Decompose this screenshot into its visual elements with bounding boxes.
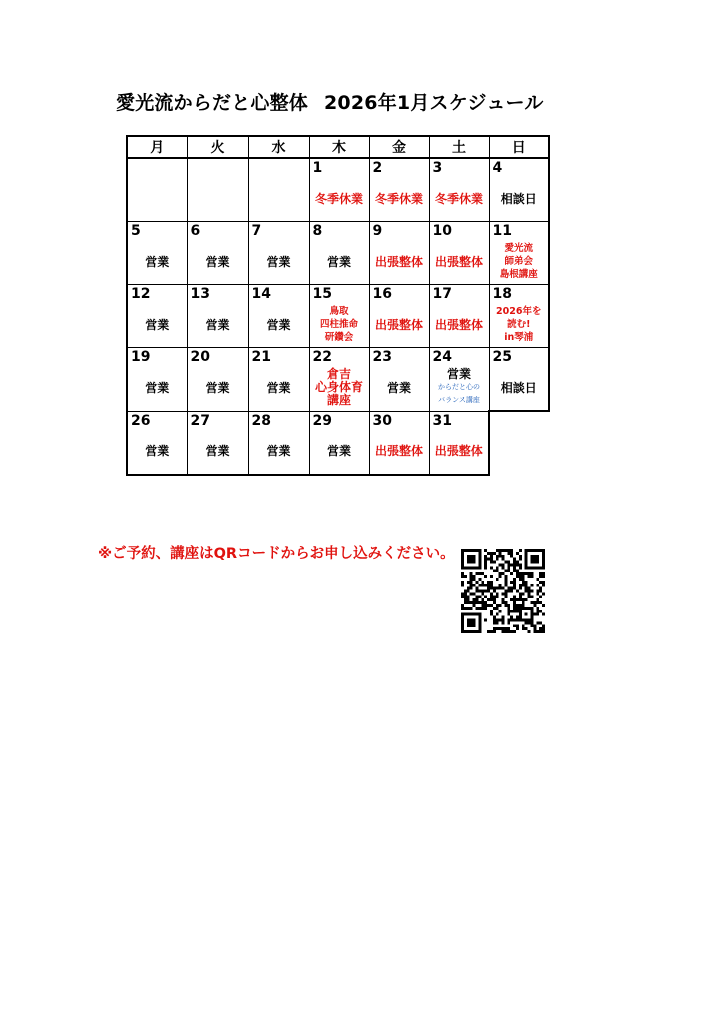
day-cell	[489, 158, 549, 222]
weekday-thu: 木	[309, 136, 369, 158]
day-number: 25	[492, 349, 512, 365]
week-row	[127, 411, 549, 475]
blank-day-cell	[187, 158, 248, 222]
day-cell	[489, 285, 549, 348]
day-cell	[127, 411, 187, 475]
day-cell	[187, 411, 248, 475]
day-number: 7	[251, 223, 262, 239]
day-cell	[187, 348, 248, 412]
day-event	[188, 303, 248, 345]
event-line: 師弟会	[504, 255, 533, 267]
event-line: 冬季休業	[434, 191, 483, 206]
day-cell	[489, 348, 549, 412]
day-cell	[248, 222, 309, 285]
event-line: 相談日	[500, 191, 537, 206]
event-line: 冬季休業	[374, 191, 423, 206]
day-event	[310, 177, 369, 219]
day-cell	[429, 411, 489, 475]
day-cell	[369, 348, 429, 412]
weekday-sat: 土	[429, 136, 489, 158]
day-event	[370, 240, 429, 282]
event-line: 営業	[386, 380, 411, 395]
event-line: 愛光流	[504, 242, 533, 254]
day-number: 17	[432, 286, 452, 302]
event-line: 相談日	[500, 380, 537, 395]
empty-cell	[489, 411, 549, 475]
weekday-sun: 日	[489, 136, 549, 158]
event-line: 出張整体	[434, 317, 483, 332]
event-line: 心身体育	[314, 379, 363, 394]
day-event	[370, 366, 429, 409]
day-event	[128, 240, 187, 282]
day-event	[188, 240, 248, 282]
day-number: 13	[190, 286, 210, 302]
day-number: 16	[372, 286, 392, 302]
page-title	[116, 88, 636, 115]
reservation-notice: ※ご予約、講座はQRコードからお申し込みください。	[98, 546, 455, 562]
day-event	[370, 303, 429, 345]
day-number: 21	[251, 349, 271, 365]
event-line: 営業	[145, 444, 170, 458]
day-event	[430, 177, 489, 219]
day-number: 1	[312, 160, 323, 176]
day-event	[310, 240, 369, 282]
day-event	[370, 177, 429, 219]
day-event	[310, 430, 369, 472]
day-event	[188, 366, 248, 409]
day-event	[310, 303, 369, 345]
day-cell	[309, 411, 369, 475]
day-number: 12	[131, 286, 151, 302]
event-line: 営業	[326, 444, 351, 458]
event-line: 営業	[205, 444, 230, 458]
day-event	[249, 430, 309, 472]
event-line: 営業	[145, 317, 170, 332]
day-number: 5	[131, 223, 141, 239]
event-line: 2026年を	[496, 305, 542, 317]
title-sub: 2026年1月スケジュール	[324, 92, 544, 114]
event-line: 営業	[266, 444, 291, 458]
day-event	[490, 240, 549, 282]
day-cell	[127, 285, 187, 348]
event-line: 読む!	[507, 318, 531, 330]
day-number: 11	[492, 223, 512, 239]
day-number: 27	[190, 412, 210, 429]
day-number: 15	[312, 286, 332, 302]
day-number: 19	[131, 349, 151, 365]
event-line: 営業	[205, 317, 230, 332]
event-line: 鳥取	[329, 305, 349, 317]
day-cell	[429, 222, 489, 285]
day-cell	[248, 348, 309, 412]
day-event	[490, 303, 549, 345]
calendar-table	[126, 135, 550, 476]
day-event	[490, 366, 549, 408]
day-event	[430, 303, 489, 345]
day-number: 26	[131, 412, 151, 429]
day-number: 4	[492, 160, 503, 176]
day-cell	[187, 285, 248, 348]
event-line: 営業	[205, 254, 230, 269]
day-cell	[248, 411, 309, 475]
event-line: 営業	[205, 380, 230, 395]
event-line: 営業	[266, 380, 291, 395]
day-number: 18	[492, 286, 512, 302]
day-number: 6	[190, 223, 201, 239]
day-number: 10	[432, 223, 452, 239]
week-row	[127, 348, 549, 412]
weekday-tue: 火	[187, 136, 248, 158]
day-cell	[309, 348, 369, 412]
day-event	[249, 240, 309, 282]
week-row	[127, 222, 549, 285]
event-line: 出張整体	[374, 254, 423, 269]
day-cell	[429, 158, 489, 222]
weekday-mon: 月	[127, 136, 187, 158]
week-row	[127, 285, 549, 348]
day-cell	[309, 158, 369, 222]
event-line: 出張整体	[374, 317, 423, 332]
day-number: 14	[251, 286, 271, 302]
event-line: 営業	[145, 254, 170, 269]
day-number: 22	[312, 349, 332, 365]
event-line: 講座	[326, 392, 351, 407]
day-number: 2	[372, 160, 383, 176]
day-cell	[489, 222, 549, 285]
weekday-wed: 水	[248, 136, 309, 158]
event-line: 営業	[266, 254, 291, 269]
day-event	[310, 366, 369, 409]
day-number: 24	[432, 349, 452, 365]
blank-day-cell	[248, 158, 309, 222]
day-event	[370, 430, 429, 472]
day-cell	[127, 222, 187, 285]
day-number: 31	[432, 412, 452, 429]
event-line: バランス講座	[438, 395, 480, 404]
event-line: 出張整体	[434, 254, 483, 269]
event-line: in琴浦	[504, 331, 534, 343]
day-number: 30	[372, 412, 392, 429]
day-number: 29	[312, 412, 332, 429]
day-cell	[369, 222, 429, 285]
event-line: からだと心の	[438, 382, 480, 391]
event-line: 冬季休業	[314, 191, 363, 206]
day-event	[490, 177, 549, 219]
day-cell	[429, 285, 489, 348]
event-line: 四柱推命	[319, 318, 358, 330]
week-row	[127, 158, 549, 222]
event-line: 営業	[266, 317, 291, 332]
title-main: 愛光流からだと心整体	[116, 92, 309, 114]
day-event	[430, 240, 489, 282]
day-number: 20	[190, 349, 210, 365]
event-line: 出張整体	[374, 444, 423, 458]
event-line: 島根講座	[499, 268, 538, 280]
day-event	[249, 303, 309, 345]
weekday-header-row	[127, 136, 549, 158]
day-cell	[187, 222, 248, 285]
day-number: 3	[432, 160, 443, 176]
day-event	[249, 366, 309, 409]
day-number: 23	[372, 349, 392, 365]
day-cell	[369, 285, 429, 348]
day-number: 28	[251, 412, 271, 429]
event-line: 営業	[326, 254, 351, 269]
event-line: 研鑽会	[324, 331, 354, 343]
weekday-fri: 金	[369, 136, 429, 158]
blank-day-cell	[127, 158, 187, 222]
event-line: 営業	[446, 366, 471, 381]
day-cell	[309, 222, 369, 285]
day-event	[128, 366, 187, 409]
event-line: 倉吉	[326, 366, 351, 381]
day-event	[188, 430, 248, 472]
event-line: 出張整体	[434, 444, 483, 458]
day-event	[128, 430, 187, 472]
day-cell	[369, 411, 429, 475]
qr-code-icon[interactable]	[461, 549, 545, 633]
day-event	[430, 366, 489, 409]
day-event	[430, 430, 489, 472]
day-cell	[429, 348, 489, 412]
day-cell	[127, 348, 187, 412]
event-line: 営業	[145, 380, 170, 395]
day-cell	[248, 285, 309, 348]
day-event	[128, 303, 187, 345]
day-number: 9	[372, 223, 383, 239]
day-cell	[309, 285, 369, 348]
day-number: 8	[312, 223, 323, 239]
day-cell	[369, 158, 429, 222]
